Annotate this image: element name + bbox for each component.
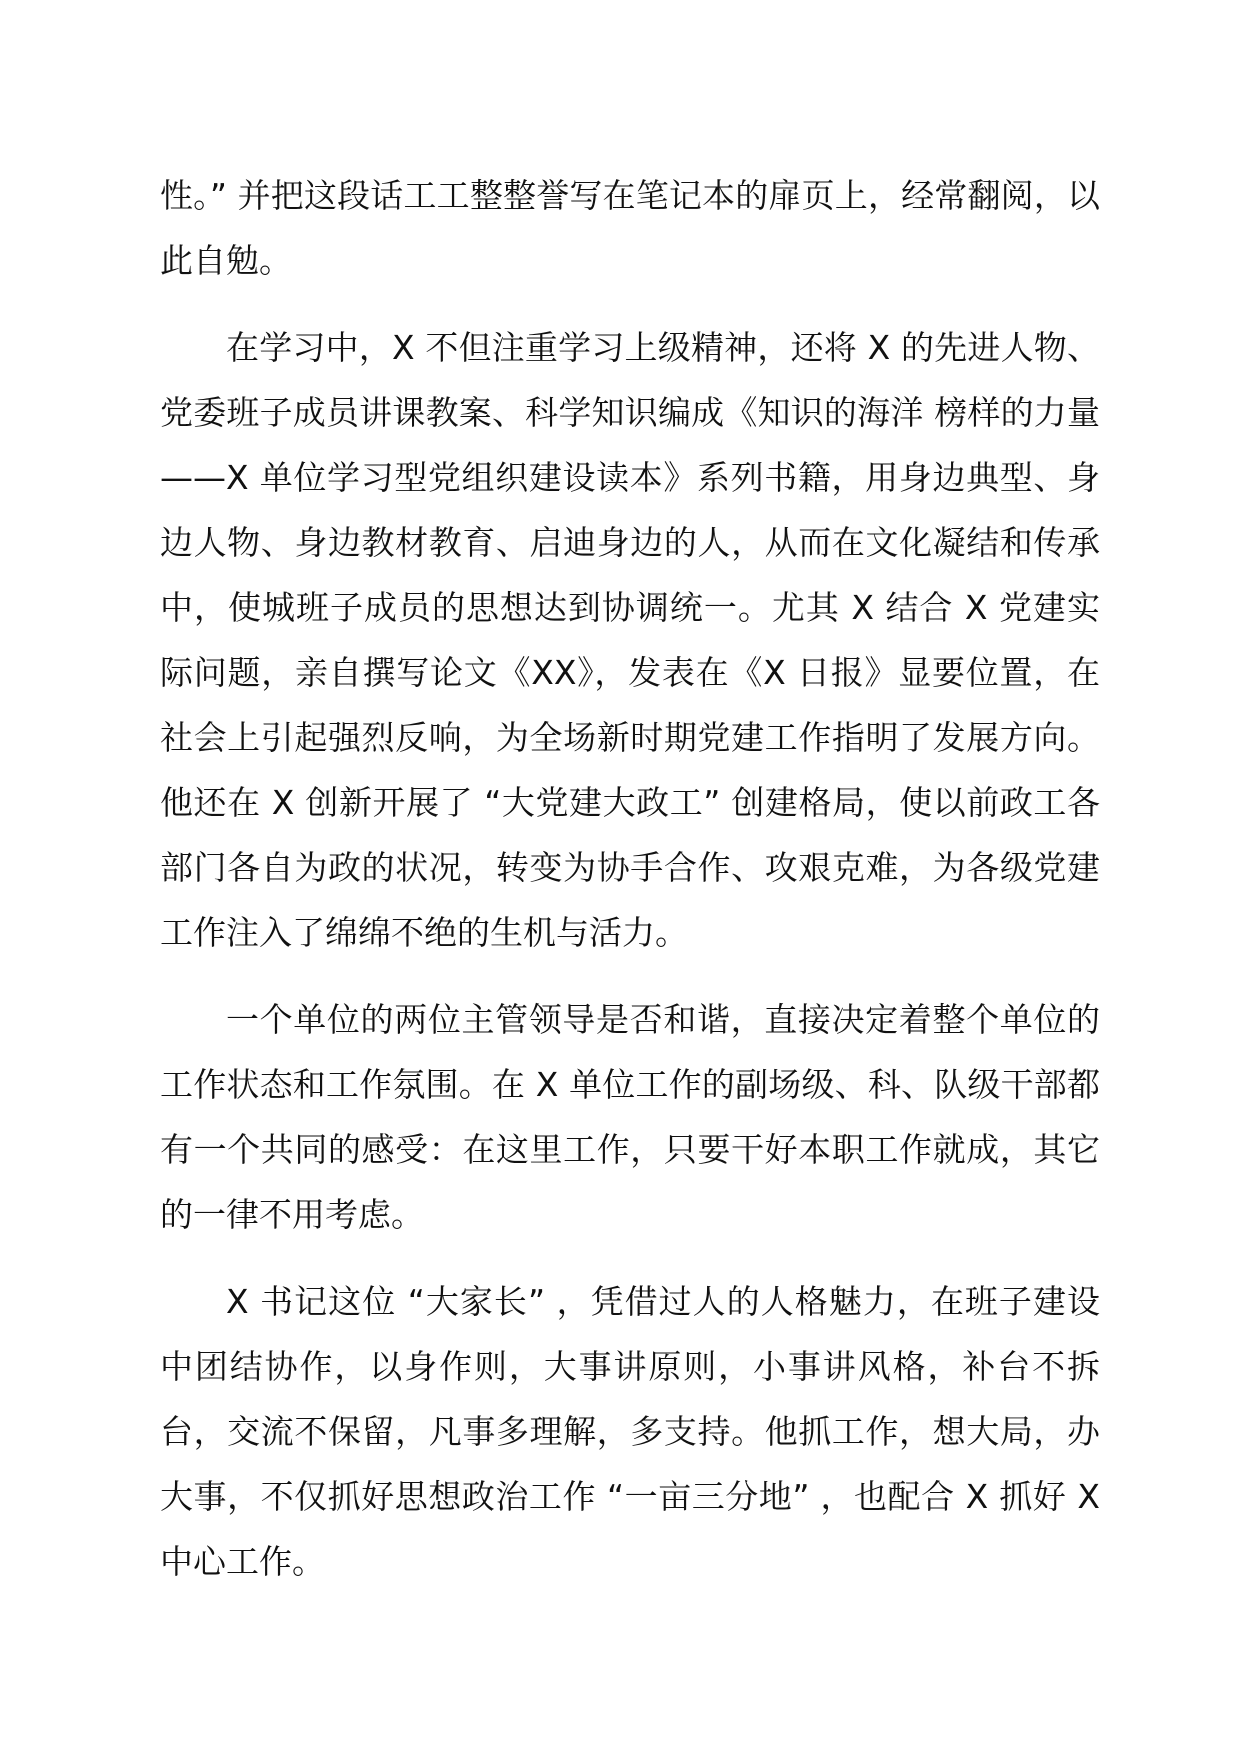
document-body (160, 163, 1100, 1594)
paragraph-continuation: 性。” 并把这段话工工整整誉写在笔记本的扉页上，经常翻阅，以此自勉。 (160, 176, 1100, 280)
paragraph-secretary: X 书记这位 “大家长” ，凭借过人的人格魅力，在班子建设中团结协作，以身作则，大事讲原则，小事讲风格，补台不拆台，交流不保留，凡事多理解，多支持。他抓工作，想大局，办大事，不仅抓好思想政治工作 “一亩三分地” ，也配合 X 抓好 X 中心工作。 (160, 1282, 1100, 1581)
paragraph-study: 在学习中，X 不但注重学习上级精神，还将 X 的先进人物、党委班子成员讲课教案、科学知识编成《知识的海洋 榜样的力量——X 单位学习型党组织建设读本》系列书籍，用身边典型、身边人物、身边教材教育、启迪身边的人，从而在文化凝结和传承中，使城班子成员的思想达到协调统一。尤其 X 结合 X 党建实际问题，亲自撰写论文《XX》，发表在《X 日报》显要位置，在社会上引起强烈反响，为全场新时期党建工作指明了发展方向。他还在 X 创新开展了 “大党建大政工” 创建格局，使以前政工各部门各自为政的状况，转变为协手合作、攻艰克难，为各级党建工作注入了绵绵不绝的生机与活力。 (160, 328, 1100, 952)
paragraph-leadership-harmony: 一个单位的两位主管领导是否和谐，直接决定着整个单位的工作状态和工作氛围。在 X 单位工作的副场级、科、队级干部都有一个共同的感受：在这里工作，只要干好本职工作就成，其它的一律不用考虑。 (160, 1000, 1100, 1234)
